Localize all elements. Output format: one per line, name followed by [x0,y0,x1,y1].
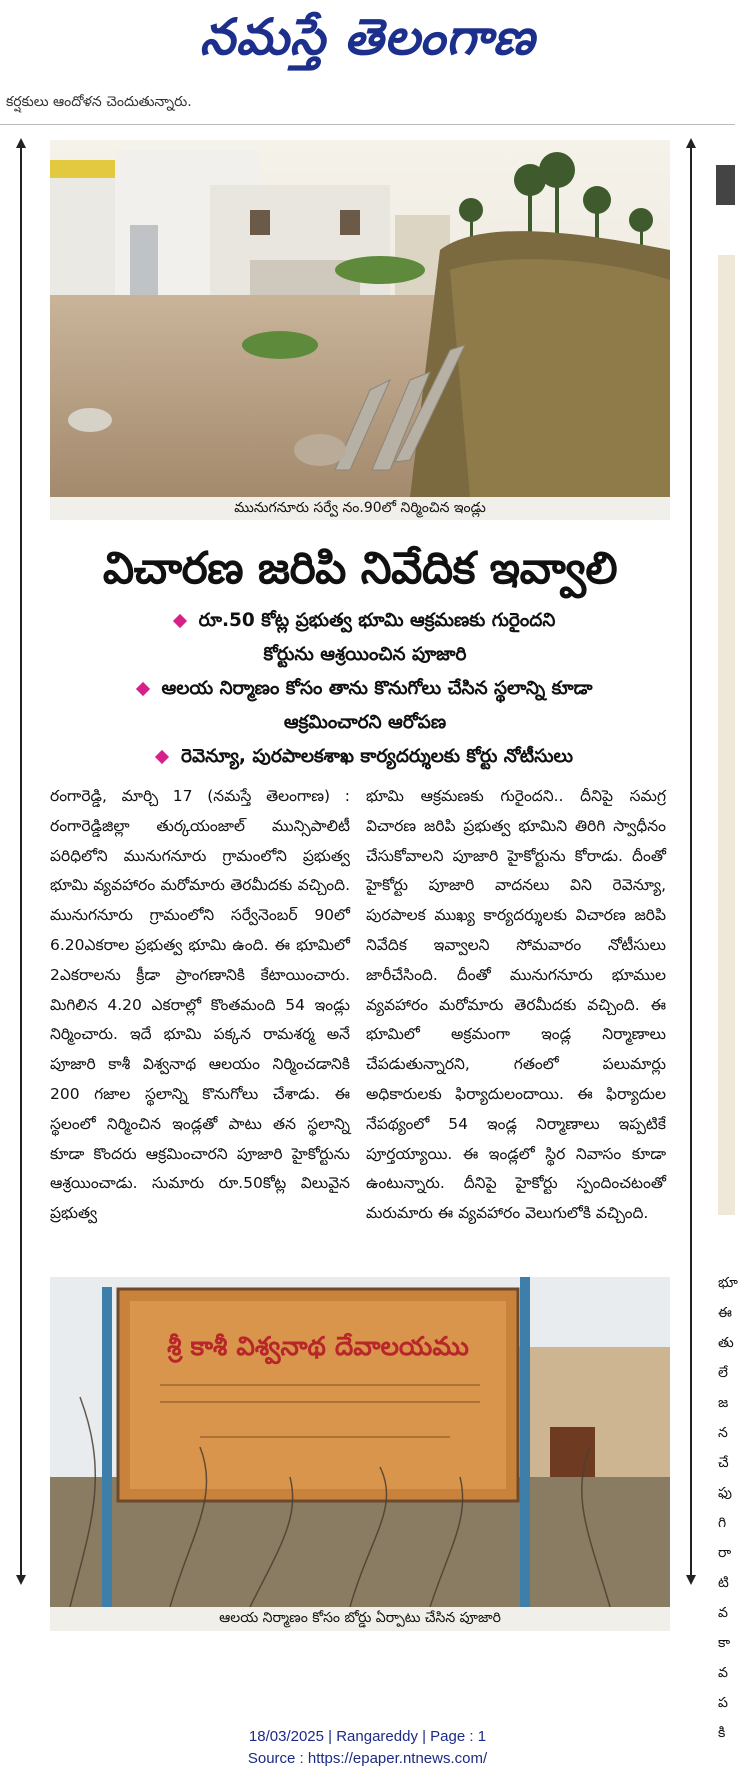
adjacent-shaded-box [718,255,735,1215]
adjacent-column-fragment: కా [718,1635,731,1651]
right-arrow-down-icon [686,1575,696,1585]
adjacent-column-fragment: తు [718,1335,734,1351]
bullet-3 [60,740,670,774]
adjacent-column-fragment: లే [718,1365,728,1381]
bullet-1-line-2: కోర్టును ఆశ్రయించిన పూజారి [263,644,467,665]
bullet-1 [60,604,670,672]
adjacent-column-fragment: వ [718,1665,728,1681]
adjacent-column-fragment: న [718,1425,728,1441]
footer-source-link[interactable]: Source : https://epaper.ntnews.com/ [247,1750,488,1767]
masthead [0,0,735,86]
right-arrow-line [690,145,692,1575]
houses-photo [50,140,670,497]
headline: విచారణ జరిపి నివేదిక ఇవ్వాలి [102,543,618,594]
adjacent-column-fragment: రా [718,1545,732,1561]
bottom-photo-caption: ఆలయ నిర్మాణం కోసం బోర్డు ఏర్పాటు చేసిన పూజారి [50,1607,670,1631]
bullet-1-line-1: రూ.50 కోట్ల ప్రభుత్వ భూమి ఆక్రమణకు గురైందని [198,610,556,631]
bullet-3-line-1: రెవెన్యూ, పురపాలకశాఖ కార్యదర్శులకు కోర్టు నోటీసులు [180,746,574,767]
bullet-2-line-1: ఆలయ నిర్మాణం కోసం తాను కొనుగోలు చేసిన స్థలాన్ని కూడా [161,678,593,699]
left-arrow-down-icon [16,1575,26,1585]
bullet-2-line-2: ఆక్రమించారని ఆరోపణ [283,712,447,733]
top-photo-caption: మునుగనూరు సర్వే నం.90లో నిర్మించిన ఇండ్లు [50,497,670,520]
adjacent-column-fragment: భూ [718,1275,738,1291]
temple-board-text: శ్రీ కాశీ విశ్వనాథ దేవాలయము [167,1332,469,1362]
adjacent-column-fragment: చే [718,1455,729,1471]
adjacent-column-fragment: ఫు [718,1485,732,1501]
bullet-diamond-icon [155,750,169,764]
adjacent-column-fragment: గి [718,1515,727,1531]
left-arrow-up-icon [16,138,26,148]
adjacent-column-fragment: ప [718,1695,728,1711]
article-text-left: రంగారెడ్డి, మార్చి 17 (నమస్తే తెలంగాణ) : రంగారెడ్డిజిల్లా తుర్కయంజాల్ మున్సిపాలిటీ పరిధిలోని మునుగనూరు గ్రామంలోని ప్రభుత్వ భూమి వ్యవహారం మరోమారు తెరమీదకు వచ్చింది. మునుగనూరు గ్రామంలోని సర్వేనెంబర్ 90లో 6.20ఎకరాల ప్రభుత్వ భూమి ఉంది. ఈ భూమిలో 2ఎకరాలను క్రీడా ప్రాంగణానికి కేటాయించారు. మిగిలిన 4.20 ఎకరాల్లో కొంతమంది 54 ఇండ్లు నిర్మించారు. ఇదే భూమి పక్కన రామశర్మ అనే పూజారి కాశీ విశ్వనాథ ఆలయం నిర్మించడానికి 200 గజాల స్థలాన్ని కొనుగోలు చేశాడు. ఈ స్థలంలో నిర్మించిన ఇండ్లతో పాటు తన స్థలాన్ని కూడా కొందరు ఆక్రమించారని పూజారి హైకోర్టును ఆశ్రయించాడు. సుమారు రూ.50కోట్ల విలువైన ప్రభుత్వ [50,787,350,1223]
adjacent-column-fragment: వ [718,1605,728,1621]
adjacent-column-fragment: జ [718,1395,729,1411]
newspaper-logo: నమస్తే తెలంగాణ [199,8,536,66]
adjacent-headline-block [716,165,735,205]
left-arrow-line [20,145,22,1575]
adjacent-column-fragment: టి [718,1575,729,1591]
temple-board-photo [50,1277,670,1607]
right-arrow-up-icon [686,138,696,148]
article-text-right: భూమి ఆక్రమణకు గురైందని.. దీనిపై సమగ్ర విచారణ జరిపి ప్రభుత్వ భూమిని తిరిగి స్వాధీనం చేసుకోవాలని పూజారి హైకోర్టును కోరాడు. దీంతో హైకోర్టు పూజారి వాదనలు విని రెవెన్యూ, పురపాలక ముఖ్య కార్యదర్శులకు విచారణ జరిపి నివేదిక ఇవ్వాలని సోమవారం నోటీసులు జారీచేసింది. దీంతో మునుగనూరు భూముల వ్యవహారం మరోమారు తెరమీదకు వచ్చింది. ఈ భూమిలో అక్రమంగా ఇండ్ల నిర్మాణాలు చేపడుతున్నారని, గతంలో పలుమార్లు అధికారులకు ఫిర్యాదులందాయి. ఈ ఫిర్యాదుల నేపథ్యంలో 54 ఇండ్ల నిర్మాణాలు ఇప్పటికే పూర్తయ్యాయి. ఈ ఇండ్లలో స్థిర నివాసం కూడా ఉంటున్నారు. దీనిపై హైకోర్టు స్పందించటంతో మరుమారు ఈ వ్యవహారం వెలుగులోకి వచ్చింది. [366,787,666,1223]
footer-date-edition: 18/03/2025 | Rangareddy | Page : 1 [248,1728,487,1745]
bullet-2 [60,672,670,740]
previous-article-tail: కర్షకులు ఆందోళన చెందుతున్నారు. [6,94,192,110]
article-column-left [50,782,350,1229]
adjacent-column-fragment: ఈ [718,1305,732,1321]
adjacent-article-strip [716,125,738,1741]
bullet-diamond-icon [173,614,187,628]
adjacent-column-fragment: కి [718,1725,726,1741]
bullet-diamond-icon [135,682,149,696]
top-divider [0,124,735,125]
article-column-right [366,782,666,1229]
